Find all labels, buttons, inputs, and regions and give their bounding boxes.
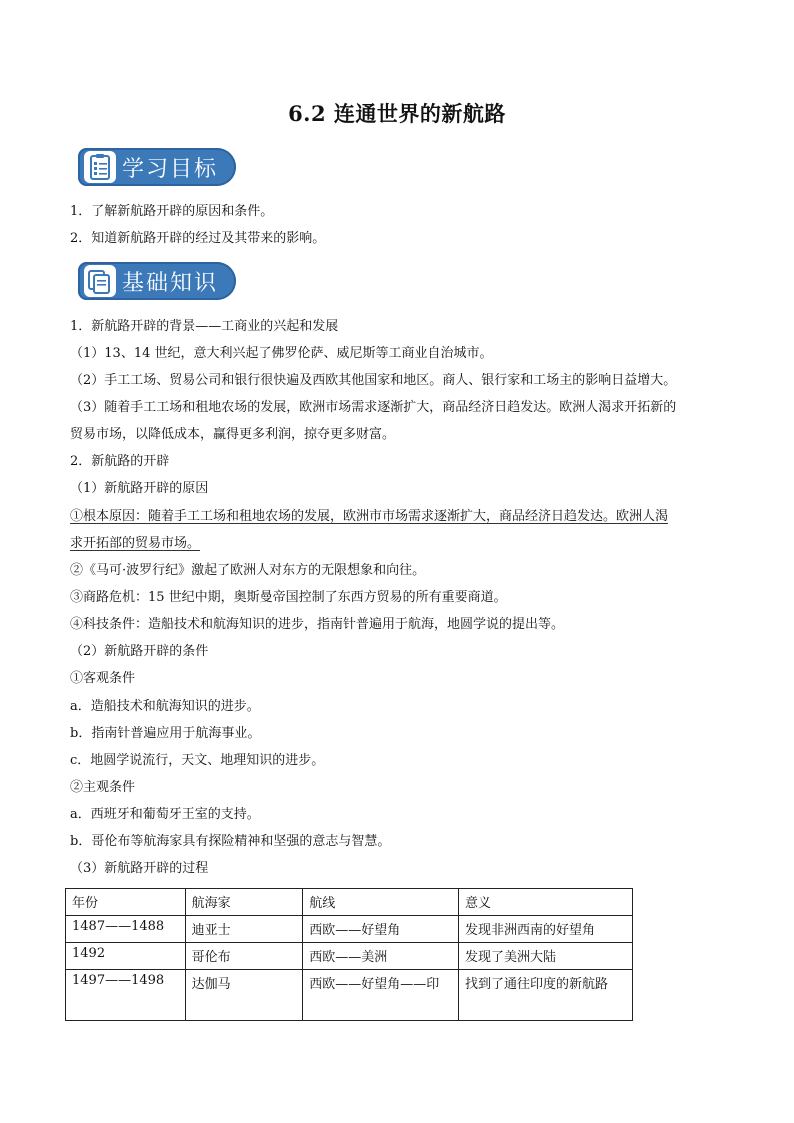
body-line: （1）13、14 世纪，意大利兴起了佛罗伦萨、威尼斯等工商业自治城市。: [70, 346, 493, 361]
table-cell: 发现非洲西南的好望角: [459, 916, 633, 943]
voyages-table: [65, 888, 633, 1021]
table-cell: 1487——1488: [66, 916, 186, 943]
section-banner-goals: [78, 148, 238, 188]
body-line: 贸易市场，以降低成本，赢得更多利润，掠夺更多财富。: [70, 427, 396, 442]
goal-line: 1．了解新航路开辟的原因和条件。: [70, 204, 274, 219]
table-cell: 西欧——好望角——印: [303, 970, 459, 1021]
table-cell: 1497——1498: [66, 970, 186, 1021]
body-line: （3）随着手工工场和租地农场的发展，欧洲市场需求逐渐扩大，商品经济日趋发达。欧洲人渴求开拓新的: [70, 400, 677, 415]
body-line: ③商路危机：15 世纪中期，奥斯曼帝国控制了东西方贸易的所有重要商道。: [70, 590, 507, 605]
table-cell: 找到了通往印度的新航路: [459, 970, 633, 1021]
heading-line: 1．新航路开辟的背景——工商业的兴起和发展: [70, 319, 339, 334]
table-header-cell: 航线: [303, 889, 459, 916]
table-header-cell: 意义: [459, 889, 633, 916]
table-row: [66, 916, 633, 943]
table-cell: 达伽马: [185, 970, 303, 1021]
body-line: a．西班牙和葡萄牙王室的支持。: [70, 807, 260, 822]
clipboard-list-icon: [84, 151, 116, 183]
body-line: ②《马可·波罗行纪》激起了欧洲人对东方的无限想象和向往。: [70, 563, 426, 578]
body-line: （2）新航路开辟的条件: [70, 644, 209, 659]
body-line: （1）新航路开辟的原因: [70, 481, 209, 496]
body-line: c．地圆学说流行，天文、地理知识的进步。: [70, 753, 325, 768]
table-cell: 西欧——美洲: [303, 943, 459, 970]
heading-line: 2．新航路的开辟: [70, 454, 170, 469]
section-label: 基础知识: [122, 271, 219, 296]
table-row: [66, 970, 633, 1021]
body-line-underlined: 求开拓部的贸易市场。: [70, 536, 201, 551]
body-line: （3）新航路开辟的过程: [70, 861, 209, 876]
body-line: ④科技条件：造船技术和航海知识的进步，指南针普遍用于航海，地圆学说的提出等。: [70, 617, 565, 632]
goal-line: 2．知道新航路开辟的经过及其带来的影响。: [70, 231, 326, 246]
body-line: b．指南针普遍应用于航海事业。: [70, 726, 261, 741]
documents-icon: [84, 265, 116, 297]
section-label: 学习目标: [122, 157, 219, 182]
page-title: 6.2 连通世界的新航路: [288, 101, 506, 126]
body-line-underlined: ①根本原因：随着手工工场和租地农场的发展，欧洲市市场需求逐渐扩大，商品经济日趋发达。欧洲人渴: [70, 509, 669, 524]
body-line: ①客观条件: [70, 671, 136, 686]
body-line: ②主观条件: [70, 780, 136, 795]
body-line: （2）手工工场、贸易公司和银行很快遍及西欧其他国家和地区。商人、银行家和工场主的影响日益增大。: [70, 373, 677, 388]
table-header-cell: 年份: [66, 889, 186, 916]
table-cell: 迪亚士: [185, 916, 303, 943]
body-line: b．哥伦布等航海家具有探险精神和坚强的意志与智慧。: [70, 834, 391, 849]
body-line: a．造船技术和航海知识的进步。: [70, 699, 260, 714]
table-cell: 西欧——好望角: [303, 916, 459, 943]
table-cell: 发现了美洲大陆: [459, 943, 633, 970]
section-banner-basics: [78, 262, 238, 302]
table-cell: 哥伦布: [185, 943, 303, 970]
table-header-row: [66, 889, 633, 916]
table-cell: 1492: [66, 943, 186, 970]
table-header-cell: 航海家: [185, 889, 303, 916]
table-row: [66, 943, 633, 970]
